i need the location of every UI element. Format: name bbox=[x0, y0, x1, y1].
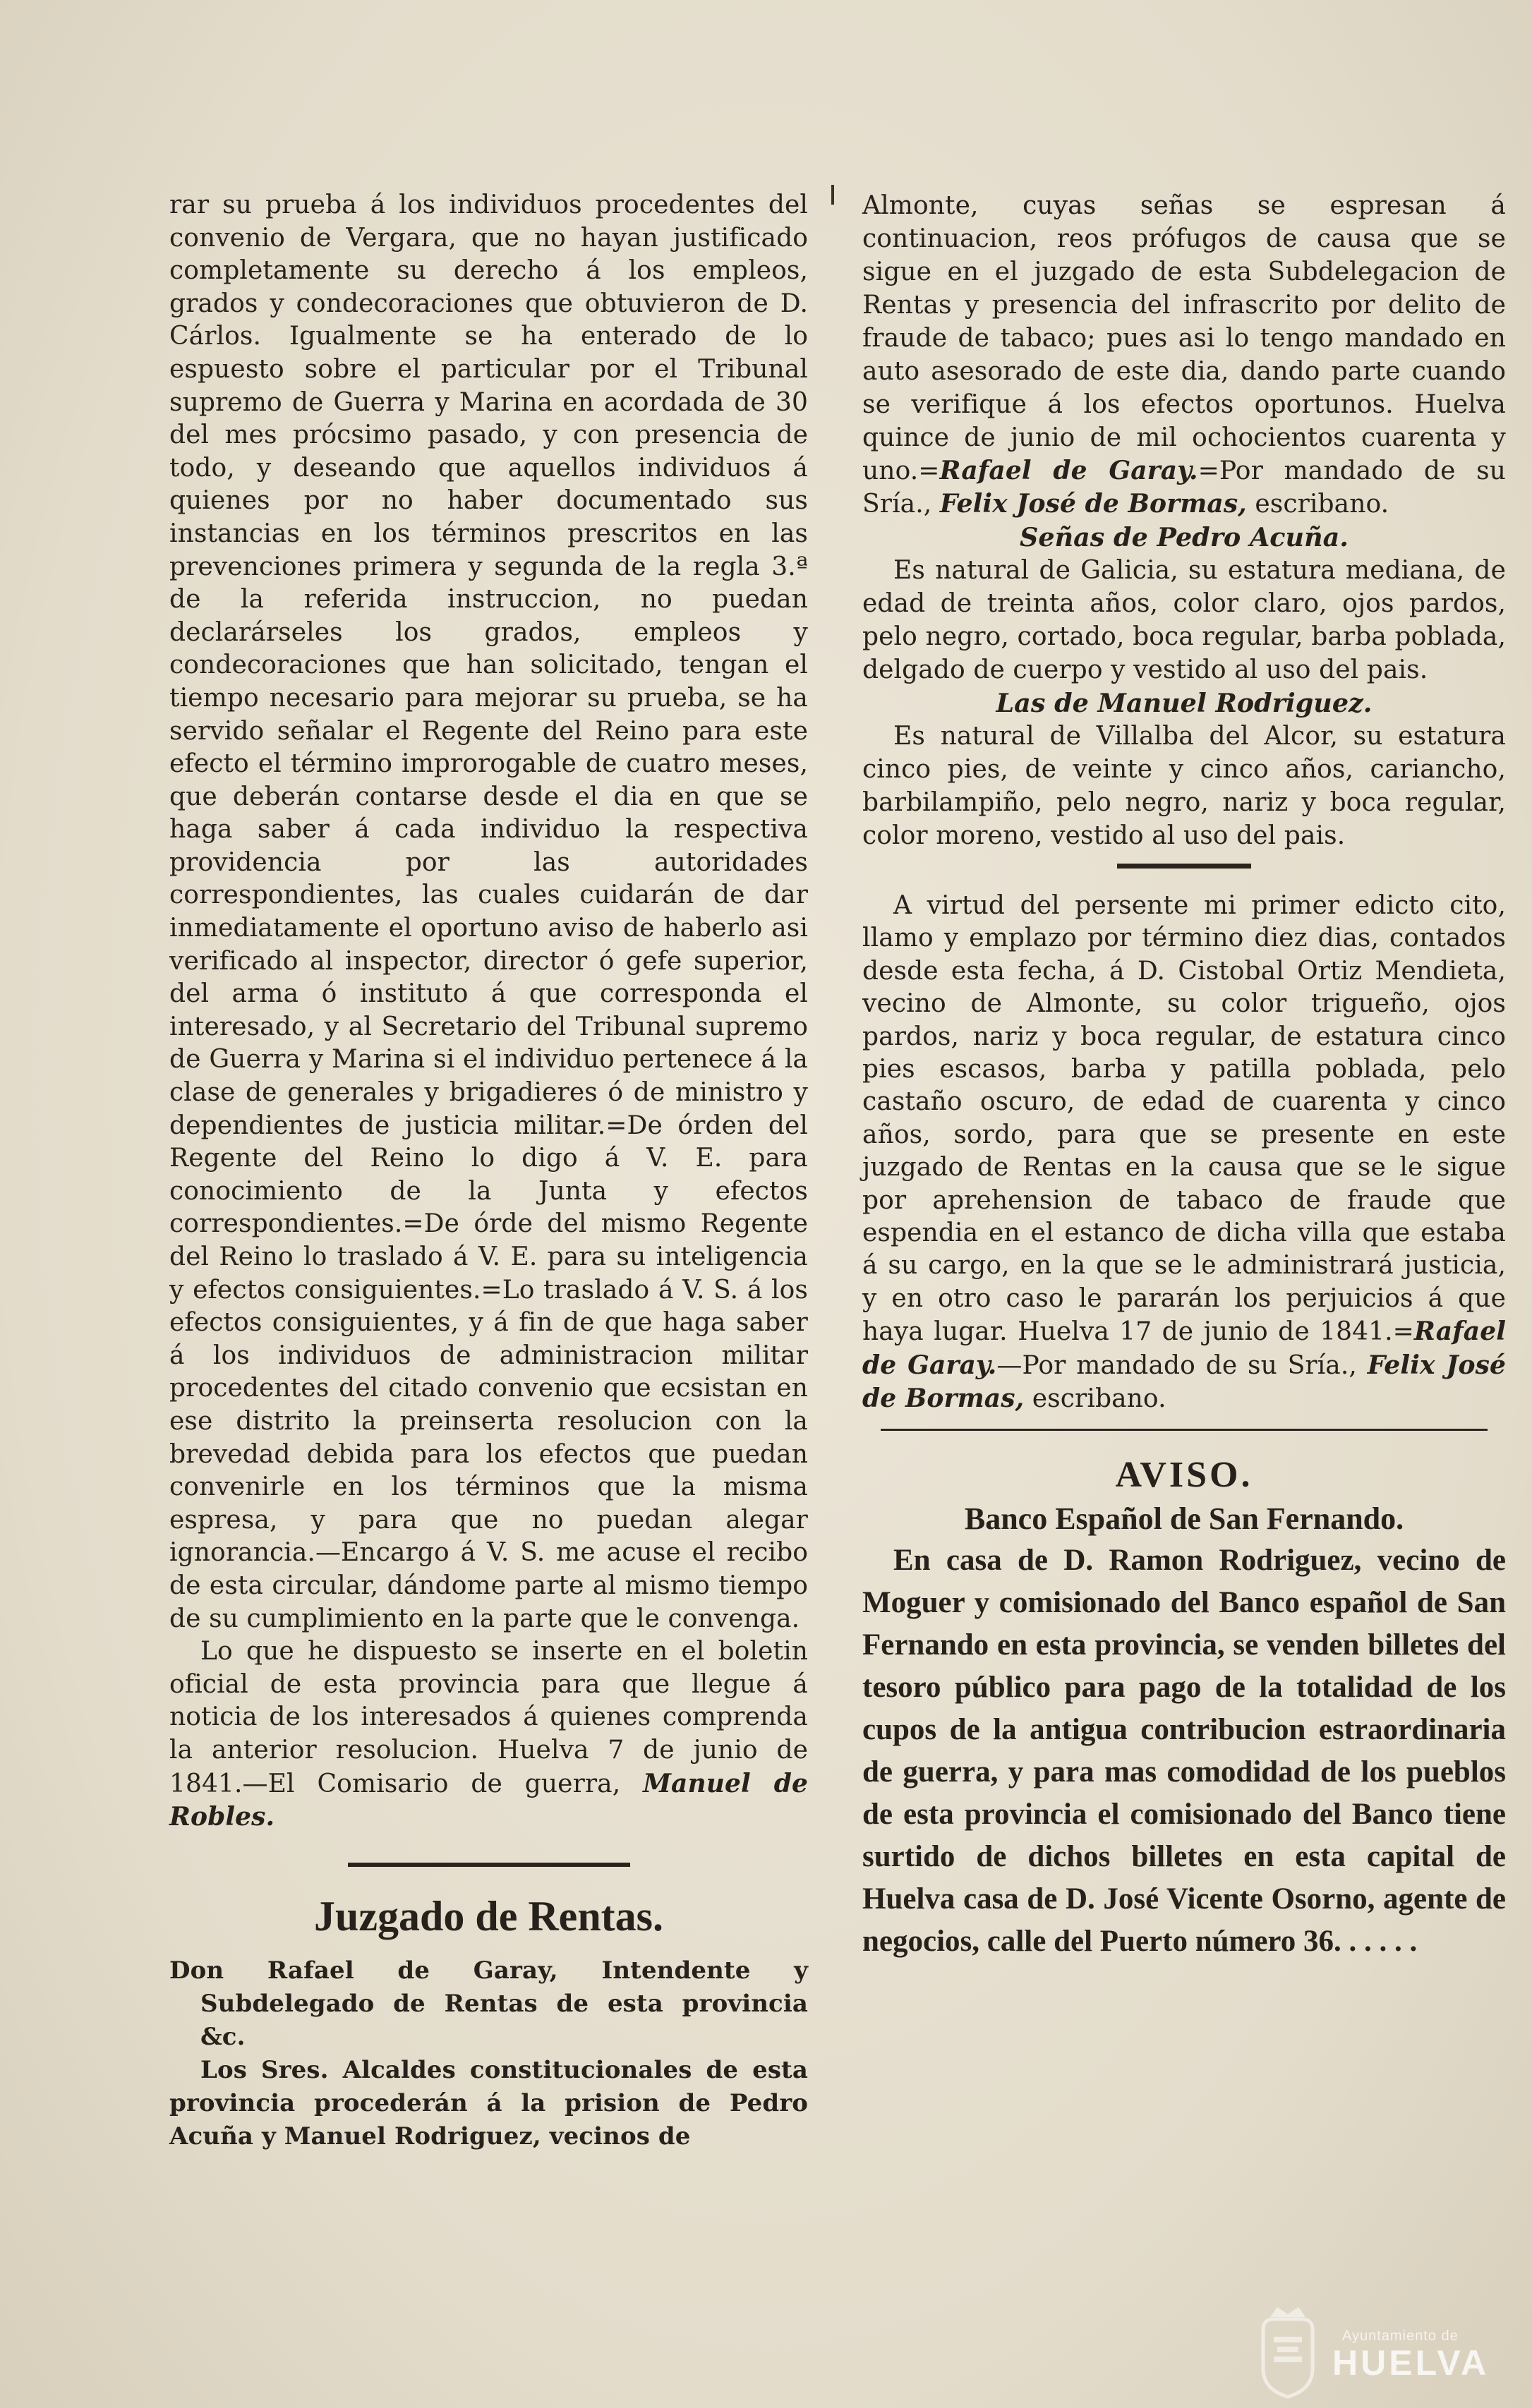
left-paragraph-2 bbox=[169, 1635, 808, 1834]
right-paragraph-4-end: escribano. bbox=[1024, 1384, 1166, 1414]
column-bracket-mark bbox=[831, 185, 834, 205]
section-title-juzgado: Juzgado de Rentas. bbox=[313, 1892, 664, 1940]
signature-rafael-de-garay-1: Rafael de Garay. bbox=[939, 456, 1198, 485]
short-divider bbox=[1117, 864, 1251, 869]
aviso-title: AVISO. bbox=[1115, 1454, 1253, 1495]
aviso-text: En casa de D. Ramon Rodriguez, vecino de Moguer y comisionado del Banco español de San Fernando en esta provincia, se venden billetes del tesoro público para pago de la totalidad de los cupos de la antigua contribucion estraordinaria de guerra, y para mas comodidad de los pueblos de esta provincia el comisionado del Banco tiene surtido de dichos billetes en esta capital de Huelva casa de D. José Vicente Osorno, agente de negocios, calle del Puerto número 36. . . . . . bbox=[862, 1543, 1506, 1958]
right-paragraph-4 bbox=[862, 890, 1506, 1416]
signature-felix-jose-de-bormas-1: Felix José de Bormas, bbox=[939, 489, 1247, 519]
aviso-subtitle: Banco Español de San Fernando. bbox=[964, 1501, 1404, 1536]
right-paragraph-3: Es natural de Villalba del Alcor, su estatura cinco pies, de veinte y cinco años, carianchо, barbilampiño, pelo negro, nariz y boca regular, color moreno, vestido al uso del pais. bbox=[862, 722, 1506, 850]
right-paragraph-2: Es natural de Galicia, su estatura mediana, de edad de treinta años, color claro, ojos pardos, pelo negro, cortado, boca regular, barba poblada, delgado de cuerpo y vestido al uso del pais. bbox=[862, 556, 1506, 684]
right-column bbox=[862, 189, 1506, 1963]
right-paragraph-4-text: A virtud del persente mi primer edicto cito, llamo y emplazo por término diez dias, contados desde esta fecha, á D. Cistobal Ortiz Mendieta, vecino de Almonte, su color trigueño, ojos pardos, nariz y boca regular, de estatura cinco pies escasos, barba y patilla poblada, pelo castaño oscuro, de edad de cuarenta y cinco años, sordo, para que se presente en este juzgado de Rentas en la causa que se le sigue por aprehension de tabaco de fraude que espendia en el estanco de dicha villa que estaba á su cargo, en la que se le administrará justicia, y en otro caso le pararán los perjuicios á que haya lugar. Huelva 17 de junio de 1841.= bbox=[862, 891, 1506, 1347]
left-column bbox=[169, 189, 808, 2153]
right-paragraph-1-end: escribano. bbox=[1246, 490, 1389, 519]
subhead-manuel-rodriguez: Las de Manuel Rodriguez. bbox=[996, 688, 1373, 718]
right-paragraph-1 bbox=[862, 189, 1506, 521]
section-divider bbox=[348, 1863, 630, 1867]
left-paragraph-1: rar su prueba á los individuos procedentes del convenio de Vergara, que no hayan justificado completamente su derecho á los empleos, grados y condecoraciones que obtuvieron de D. Cárlos. Igualmente se ha enterado de lo espuesto sobre el particular por el Tribunal supremo de Guerra y Marina en acordada de 30 del mes prócsimo pasado, y con presencia de todo, y deseando que aquellos individuos á quienes por no haber documentado sus instancias en los términos prescritos en las prevenciones primera y segunda de la regla 3.ª de la referida instruccion, no puedan declarárseles los grados, empleos y condecoraciones que han solicitado, tengan el tiempo necesario para mejorar su prueba, se ha servido señalar el Regente del Reino para este efecto el término improrogable de cuatro meses, que deberán contarse desde el dia en que se haga saber á cada individuo la respectiva providencia por las autoridades correspondientes, las cuales cuidarán de dar inmediatamente el oportuno aviso de haberlo asi verificado al inspector, director ó gefe superior, del arma ó instituto á que corresponda el interesado, y al Secretario del Tribunal supremo de Guerra y Marina si el individuo pertenece á la clase de generales y brigadieres ó de ministro y dependientes de justicia militar.=De órden del Regente del Reino lo digo á V. E. para conocimiento de la Junta y efectos correspondientes.=De órde del mismo Regente del Reino lo traslado á V. E. para su inteligencia y efectos consiguientes.=Lo traslado á V. S. á los efectos consiguientes, y á fin de que haga saber á los individuos de administracion militar procedentes del citado convenio que ecsistan en ese distrito la preinserta resolucion con la brevedad debida para los efectos que puedan convenirle en los términos que la misma espresa, y para que no puedan alegar ignorancia.—Encargo á V. S. me acuse el recibo de esta circular, dándome parte al mismo tiempo de su cumplimiento en la parte que le convenga. bbox=[169, 190, 808, 1633]
signature-felix-jose-de-bormas-2: Felix José de Bormas, bbox=[862, 1350, 1506, 1414]
subhead-pedro-acuna: Señas de Pedro Acuña. bbox=[1020, 522, 1349, 552]
watermark-line-1: Ayuntamiento de bbox=[1342, 2328, 1459, 2344]
right-paragraph-1-text: Almonte, cuyas señas se espresan á continuacion, reos prófugos de causa que se sigue en el juzgado de esta Subdelegacion de Rentas y presencia del infrascrito por delito de fraude de tabaco; pues asi lo tengo mandado en auto asesorado de este dia, dando parte cuando se verifique á los efectos oportunos. Huelva quince de junio de mil ochocientos cuarenta y uno.= bbox=[862, 191, 1506, 485]
right-paragraph-4-mid: —Por mandado de su Sría., bbox=[996, 1350, 1368, 1380]
signature-manuel-de-robles: Manuel de Robles. bbox=[169, 1768, 808, 1832]
heading-line-garay: Don Rafael de Garay, Intendente y Subdelegado de Rentas de esta provincia &c. bbox=[169, 1956, 808, 2051]
left-paragraph-3: Los Sres. Alcaldes constitucionales de esta provincia procederán á la prision de Pedro Acuña y Manuel Rodriguez, vecinos de bbox=[169, 2055, 808, 2150]
signature-rafael-de-garay-2: Rafael de Garay. bbox=[862, 1317, 1506, 1380]
watermark-line-2: HUELVA bbox=[1332, 2343, 1490, 2383]
right-paragraph-1-mid: =Por mandado de su Sría., bbox=[862, 456, 1506, 519]
left-paragraph-2-text: Lo que he dispuesto se inserte en el boletin oficial de esta provincia para que llegue á noticia de los interesados á quienes comprenda la anterior resolucion. Huelva 7 de junio de 1841.—El Comisario de guerra, bbox=[169, 1637, 808, 1798]
long-divider bbox=[881, 1429, 1488, 1431]
